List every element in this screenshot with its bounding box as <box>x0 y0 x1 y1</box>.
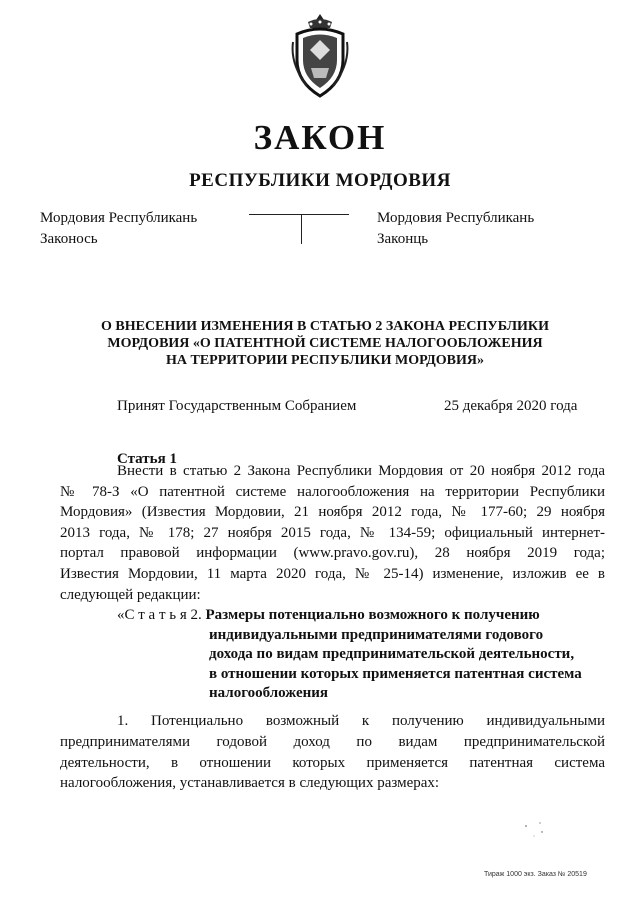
heading-line: О ВНЕСЕНИИ ИЗМЕНЕНИЯ В СТАТЬЮ 2 ЗАКОНА РЕСПУБЛИКИ <box>101 319 549 334</box>
article-1-line: 2013 года, № 178; 27 ноября 2015 года, № 134-59; официальный интернет- <box>60 524 605 541</box>
right-language-line: Мордовия Республикань <box>377 210 535 226</box>
article-2-title-line: налогообложения <box>209 685 329 702</box>
print-run-info: Тираж 1000 экз. Заказ № 20519 <box>484 871 587 878</box>
document-title: ЗАКОН <box>253 118 387 157</box>
adopted-label: Принят Государственным Собранием <box>117 398 357 414</box>
heading-line: НА ТЕРРИТОРИИ РЕСПУБЛИКИ МОРДОВИЯ» <box>166 353 484 368</box>
article-1-line: Известия Мордовии, 11 марта 2020 года, № 25-14) изменение, изложив ее в <box>60 565 605 582</box>
right-language-line: Законць <box>377 231 429 247</box>
article-2-title-line: Размеры потенциально возможного к получению <box>205 607 540 623</box>
article-1-text <box>60 461 605 605</box>
scan-specks <box>522 820 552 840</box>
article-1-title: Статья 1 <box>117 451 177 467</box>
adopted-date: 25 декабря 2020 года <box>444 398 578 414</box>
point-1-text <box>60 711 605 794</box>
point-1-line: предпринимателями годовой доход по видам предпринимательской <box>60 733 605 750</box>
right-language-block <box>377 208 534 250</box>
law-heading <box>60 318 590 369</box>
article-1-line: № 78-З «О патентной системе налогообложения на территории Республики <box>60 483 605 500</box>
article-1-line: Внести в статью 2 Закона Республики Мордовия от 20 ноября 2012 года <box>117 463 605 479</box>
article-1-line: следующей редакции: <box>60 586 201 603</box>
article-2-title-line: индивидуальными предпринимателями годового <box>209 626 544 643</box>
heading-line: МОРДОВИЯ «О ПАТЕНТНОЙ СИСТЕМЕ НАЛОГООБЛОЖЕНИЯ <box>107 336 543 351</box>
article-2-title-continuation <box>209 626 629 704</box>
coat-of-arms-emblem <box>289 12 351 100</box>
point-1-line: налогообложения, устанавливается в следующих размерах: <box>60 775 440 792</box>
header-divider-vertical <box>301 214 302 244</box>
article-2-block <box>117 606 582 702</box>
left-language-line: Законось <box>40 231 98 247</box>
header-divider-horizontal <box>249 214 349 215</box>
point-1-line: деятельности, в отношении которых применяется патентная система <box>60 754 605 771</box>
left-language-block <box>40 208 197 250</box>
left-language-line: Мордовия Республикань <box>40 210 198 226</box>
article-2-prefix: «С т а т ь я 2. <box>117 607 202 623</box>
article-2-title-line: дохода по видам предпринимательской деятельности, <box>209 646 575 663</box>
article-1-line: портал правовой информации (www.pravo.gov.ru), 28 ноября 2019 года; <box>60 545 605 562</box>
article-1-line: Мордовия» (Известия Мордовии, 21 ноября 2012 года, № 177-60; 29 ноября <box>60 504 605 521</box>
article-2-title-line: в отношении которых применяется патентная система <box>209 665 582 682</box>
point-1-line: 1. Потенциально возможный к получению индивидуальными <box>117 713 605 729</box>
document-subtitle: РЕСПУБЛИКИ МОРДОВИЯ <box>189 170 451 191</box>
